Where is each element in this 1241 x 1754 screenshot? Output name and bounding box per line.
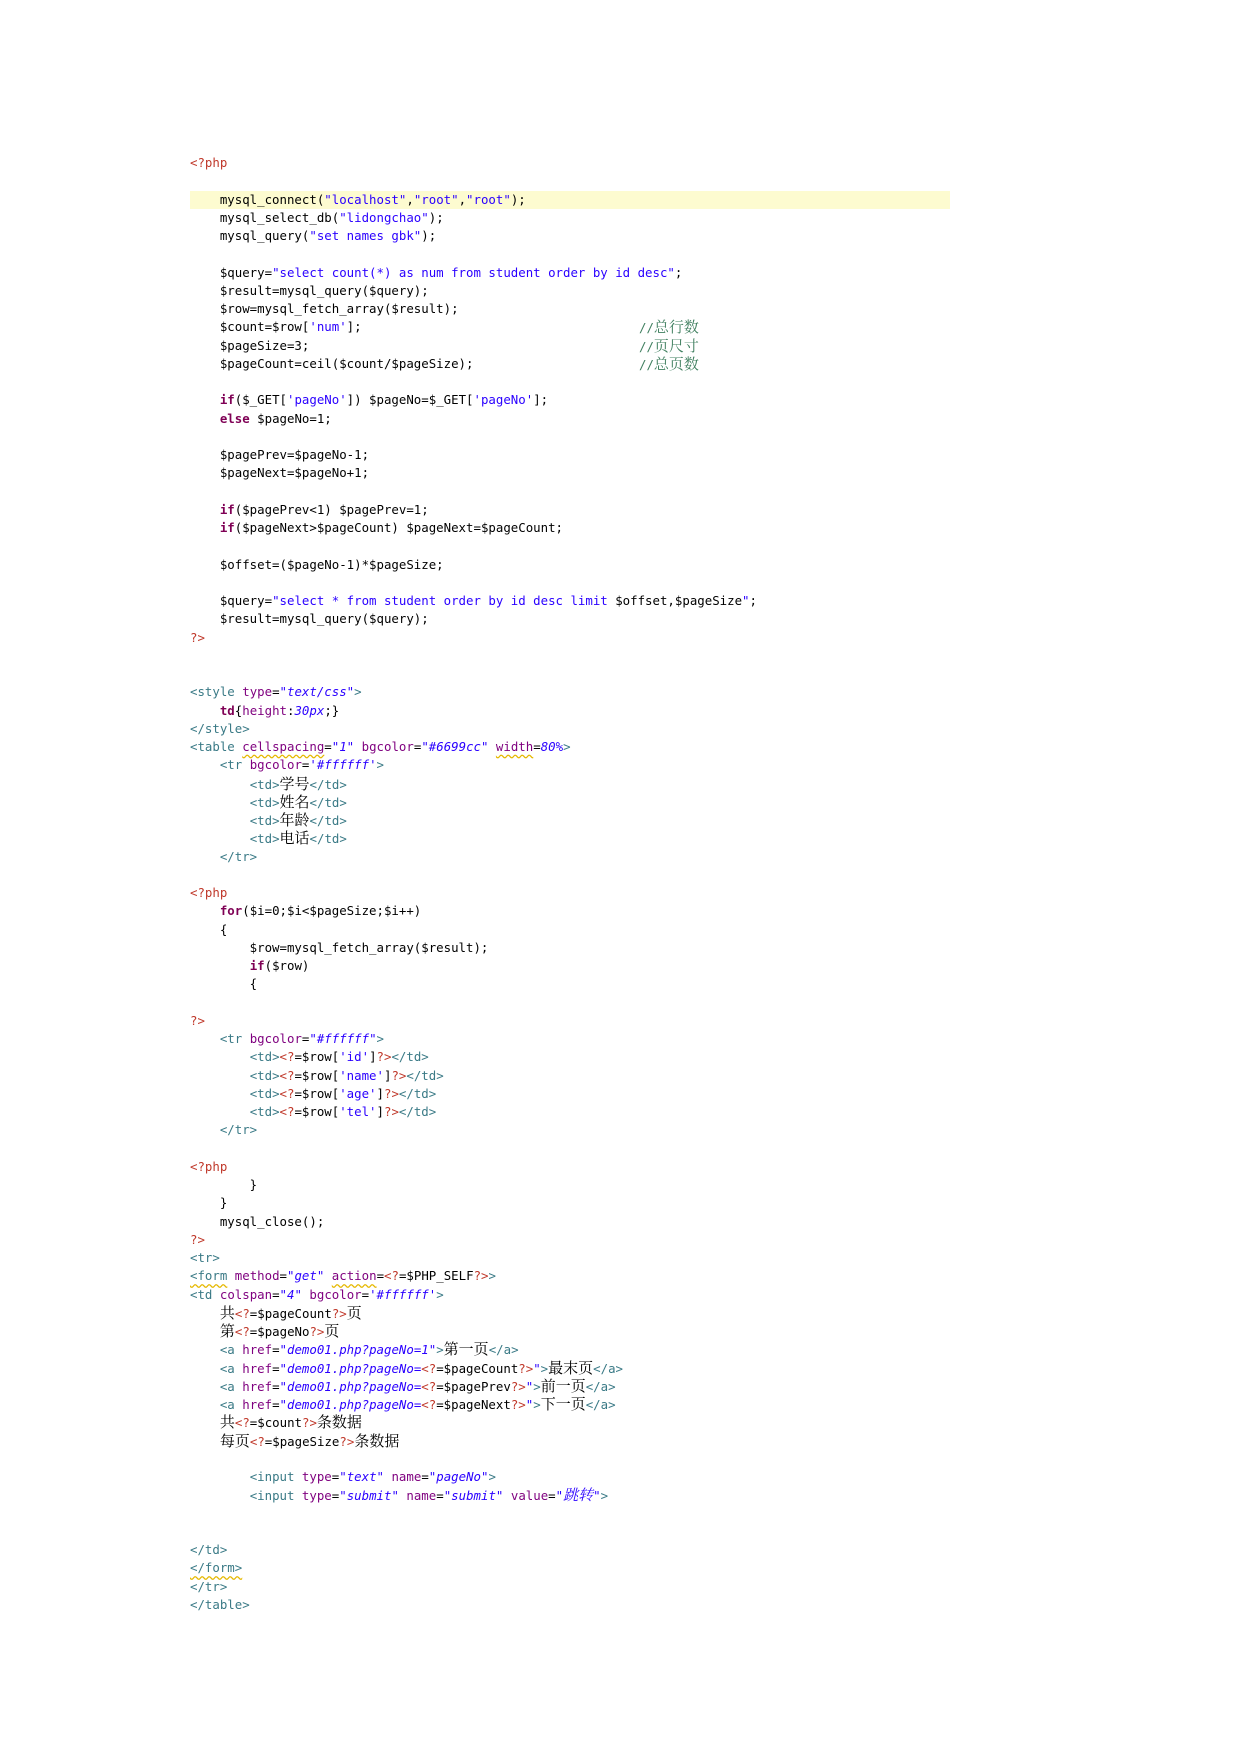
code-line: mysql_select_db("lidongchao"); (190, 209, 444, 225)
code-line: if($pageNext>$pageCount) $pageNext=$pageCount; (219, 520, 563, 535)
code-line: <td>电话</td> (249, 829, 347, 848)
code-editor (190, 154, 950, 1614)
code-line: 共<?=$pageCount?>页 (219, 1303, 362, 1322)
code-line (190, 665, 950, 683)
pager-label: 条数据 (354, 1431, 400, 1450)
code-line: <tr> (190, 1250, 220, 1265)
code-line: $row=mysql_fetch_array($result); (190, 939, 489, 955)
code-line: mysql_close(); (190, 1213, 325, 1229)
code-line: ?> (190, 1012, 205, 1028)
comment: //总行数 (639, 318, 699, 337)
comment-text: 页尺寸 (653, 336, 699, 355)
code-line: { (190, 976, 258, 992)
code-line (190, 483, 950, 501)
code-line: } (190, 1195, 228, 1211)
code-line: <td><?=$row['age']?></td> (249, 1085, 437, 1101)
code-line: <input type="text" name="pageNo"> (249, 1469, 496, 1484)
code-line (190, 1140, 950, 1158)
code-line: $result=mysql_query($query); (190, 282, 429, 298)
code-line: <td>学号</td> (249, 774, 347, 793)
code-line: <?php (190, 885, 228, 900)
code-line: </tr> (190, 1578, 228, 1594)
code-line: <td><?=$row['id']?></td> (249, 1049, 429, 1065)
code-line: { (190, 921, 228, 937)
code-line: </tr> (219, 1122, 258, 1138)
code-line: </td> (190, 1542, 228, 1557)
code-line (190, 428, 950, 446)
code-line: <table cellspacing="1" bgcolor="#6699cc" width=80%> (190, 739, 571, 754)
comment: //总页数 (639, 354, 699, 373)
code-line: <?php (190, 155, 228, 170)
code-line: else $pageNo=1; (219, 410, 332, 426)
code-line: <a href="demo01.php?pageNo=<?=$pageNext?>">下一页</a> (219, 1395, 616, 1413)
code-line: 共<?=$count?>条数据 (219, 1413, 362, 1432)
code-line: <style type="text/css"> (190, 684, 362, 700)
pager-label: 页 (324, 1322, 340, 1340)
comment: //页尺寸 (639, 336, 699, 355)
code-line: $count=$row['num']; //总行数 (190, 318, 699, 337)
code-line (190, 647, 950, 665)
code-line: </table> (190, 1596, 250, 1612)
code-line: <td><?=$row['tel']?></td> (249, 1104, 437, 1119)
code-line: <a href="demo01.php?pageNo=1">第一页</a> (219, 1340, 519, 1359)
code-line: <td>姓名</td> (249, 792, 347, 811)
code-line: $pageNext=$pageNo+1; (190, 465, 370, 481)
code-line: td{height:30px;} (219, 702, 340, 718)
code-line: 第<?=$pageNo?>页 (219, 1322, 340, 1340)
code-line: $query="select count(*) as num from student order by id desc"; (190, 264, 683, 280)
jump-button-label: 跳转 (563, 1486, 594, 1505)
code-line: $row=mysql_fetch_array($result); (190, 301, 459, 316)
code-line (190, 994, 950, 1012)
code-line: <a href="demo01.php?pageNo=<?=$pagePrev?>">前一页</a> (219, 1376, 616, 1395)
code-line: <tr bgcolor='#ffffff'> (219, 757, 384, 773)
code-line (190, 373, 950, 391)
pager-label: 共 (219, 1303, 235, 1322)
table-header-cell: 学号 (279, 774, 310, 793)
code-line: <tr bgcolor="#ffffff"> (219, 1031, 384, 1046)
code-line (190, 1523, 950, 1541)
code-line: } (190, 1177, 258, 1192)
code-line: <input type="submit" name="submit" value="跳转"> (249, 1486, 609, 1505)
pager-label: 第 (219, 1322, 235, 1340)
code-line: $result=mysql_query($query); (190, 611, 429, 627)
code-line-highlighted: mysql_connect("localhost","root","root"); (190, 191, 950, 209)
code-line (190, 537, 950, 555)
first-page-link-text: 第一页 (443, 1340, 489, 1359)
pager-label: 每页 (219, 1431, 250, 1450)
code-line: $pageCount=ceil($count/$pageSize); //总页数 (190, 354, 699, 373)
code-line: if($_GET['pageNo']) $pageNo=$_GET['pageNo']; (219, 392, 549, 408)
code-line: </tr> (219, 848, 258, 864)
code-line (190, 574, 950, 592)
table-header-cell: 电话 (279, 829, 310, 848)
code-line: $pagePrev=$pageNo-1; (190, 447, 370, 462)
pager-label: 条数据 (316, 1413, 362, 1432)
code-line: <a href="demo01.php?pageNo=<?=$pageCount?>">最末页</a> (219, 1358, 623, 1377)
comment-text: 总行数 (653, 318, 699, 337)
code-line: ?> (190, 629, 205, 645)
code-line: <td>年龄</td> (249, 811, 347, 829)
code-line: </style> (190, 720, 250, 736)
code-line: 每页<?=$pageSize?>条数据 (219, 1431, 400, 1450)
code-line (190, 1505, 950, 1523)
last-page-link-text: 最末页 (548, 1358, 594, 1377)
code-line: $query="select * from student order by id desc limit $offset,$pageSize"; (190, 593, 757, 608)
code-line: <td><?=$row['name']?></td> (249, 1067, 444, 1083)
code-line (190, 866, 950, 884)
code-line: <td colspan="4" bgcolor='#ffffff'> (190, 1286, 444, 1302)
pager-label: 页 (346, 1303, 362, 1322)
pager-label: 共 (219, 1413, 235, 1432)
table-header-cell: 姓名 (279, 792, 310, 811)
code-line (190, 245, 950, 263)
prev-page-link-text: 前一页 (540, 1376, 586, 1395)
code-line: $offset=($pageNo-1)*$pageSize; (190, 556, 444, 572)
code-line: <form method="get" action=<?=$PHP_SELF?>> (190, 1268, 496, 1284)
code-line: for($i=0;$i<$pageSize;$i++) (219, 903, 422, 919)
next-page-link-text: 下一页 (540, 1395, 586, 1413)
code-line: if($row) (249, 958, 310, 973)
code-line (190, 172, 950, 190)
code-line: ?> (190, 1231, 205, 1247)
table-header-cell: 年龄 (279, 811, 310, 829)
code-line: </form> (190, 1560, 243, 1576)
code-line: $pageSize=3; //页尺寸 (190, 336, 699, 355)
code-line: <?php (190, 1158, 228, 1174)
code-line: mysql_query("set names gbk"); (190, 228, 437, 243)
code-line (190, 1450, 950, 1468)
comment-text: 总页数 (653, 354, 699, 373)
code-line: if($pagePrev<1) $pagePrev=1; (219, 501, 429, 517)
